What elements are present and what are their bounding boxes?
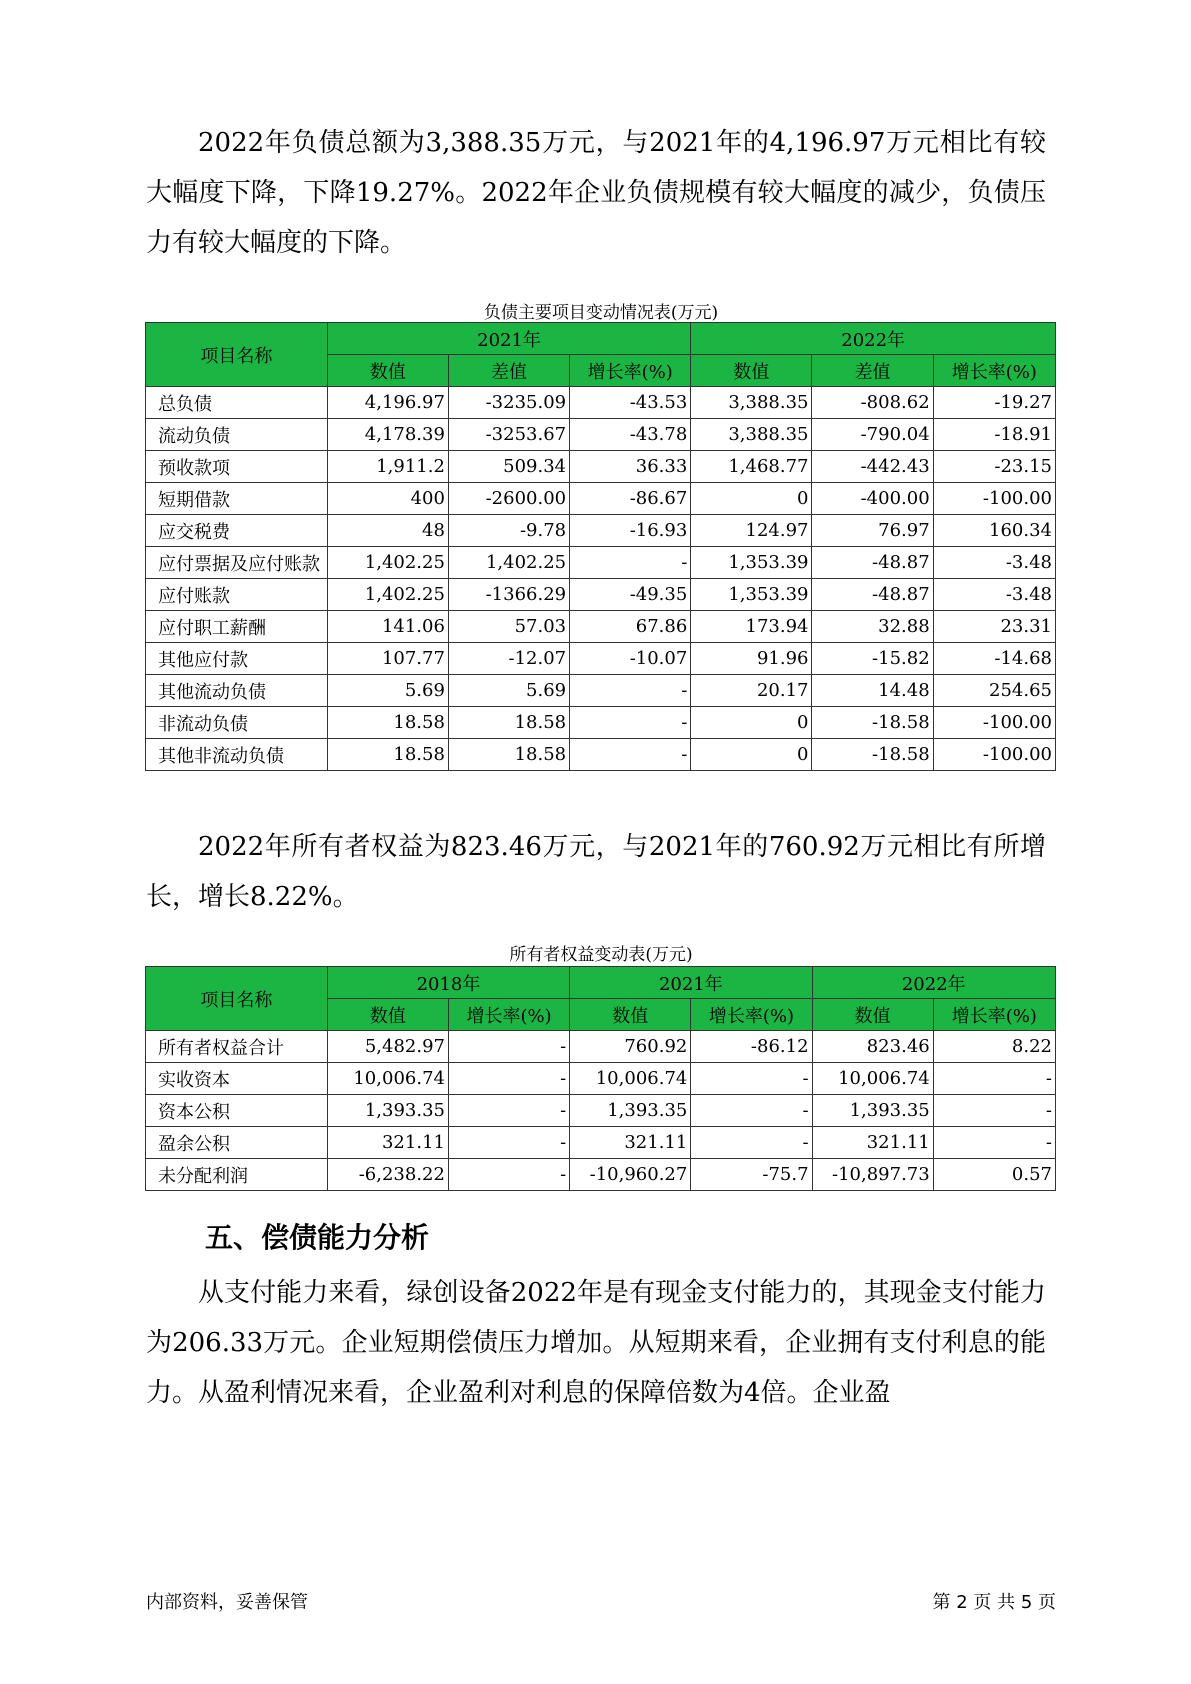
row-label: 应付票据及应付账款	[146, 547, 328, 579]
table-cell: 8.22	[933, 1031, 1055, 1063]
table-cell: -400.00	[812, 483, 933, 515]
table-cell: 254.65	[933, 675, 1055, 707]
footer-page-number: 第 2 页 共 5 页	[932, 1592, 1056, 1613]
table-cell: -	[570, 675, 691, 707]
table-cell: -	[448, 1159, 569, 1191]
table-cell: -3.48	[933, 547, 1055, 579]
paragraph-equity: 2022年所有者权益为823.46万元，与2021年的760.92万元相比有所增长，增长8.22%。	[146, 832, 1046, 912]
row-label: 所有者权益合计	[146, 1031, 328, 1063]
table-cell: -86.12	[691, 1031, 812, 1063]
table-cell: 18.58	[448, 739, 569, 771]
table-cell: 23.31	[933, 611, 1055, 643]
table-cell: 1,402.25	[327, 579, 448, 611]
table-cell: 67.86	[570, 611, 691, 643]
table-cell: 321.11	[570, 1127, 691, 1159]
table-cell: -23.15	[933, 451, 1055, 483]
row-label: 应付职工薪酬	[146, 611, 328, 643]
table-cell: 1,353.39	[691, 547, 812, 579]
table-cell: -3253.67	[448, 419, 569, 451]
table-cell: 18.58	[327, 707, 448, 739]
table-cell: 3,388.35	[691, 387, 812, 419]
table-cell: 0	[691, 739, 812, 771]
table-row	[146, 1159, 1056, 1191]
table-cell: 1,353.39	[691, 579, 812, 611]
table-cell: -86.67	[570, 483, 691, 515]
table-cell: 823.46	[812, 1031, 933, 1063]
table-row	[146, 515, 1056, 547]
header-year-2022: 2022年	[812, 967, 1055, 999]
table-cell: -	[933, 1063, 1055, 1095]
table-cell: -808.62	[812, 387, 933, 419]
table-row	[146, 707, 1056, 739]
table-cell: -16.93	[570, 515, 691, 547]
header-growth-rate: 增长率(%)	[933, 999, 1055, 1031]
header-item-name: 项目名称	[146, 323, 328, 387]
table-cell: -100.00	[933, 739, 1055, 771]
table-cell: 1,402.25	[448, 547, 569, 579]
table-cell: 4,196.97	[327, 387, 448, 419]
table-cell: -48.87	[812, 579, 933, 611]
table-cell: 1,911.2	[327, 451, 448, 483]
table-cell: -10,960.27	[570, 1159, 691, 1191]
row-label: 非流动负债	[146, 707, 328, 739]
table-cell: -	[691, 1095, 812, 1127]
table-cell: -43.78	[570, 419, 691, 451]
header-growth-rate: 增长率(%)	[570, 355, 691, 387]
table-cell: 321.11	[812, 1127, 933, 1159]
row-label: 总负债	[146, 387, 328, 419]
table-cell: -100.00	[933, 707, 1055, 739]
row-label: 其他流动负债	[146, 675, 328, 707]
table-row	[146, 579, 1056, 611]
table-cell: 5.69	[448, 675, 569, 707]
equity-table	[145, 966, 1056, 1191]
table-cell: -	[570, 707, 691, 739]
table-cell: -	[691, 1063, 812, 1095]
table-cell: -75.7	[691, 1159, 812, 1191]
table-cell: 1,393.35	[327, 1095, 448, 1127]
row-label: 资本公积	[146, 1095, 328, 1127]
header-value: 数值	[570, 999, 691, 1031]
table-cell: 32.88	[812, 611, 933, 643]
table-row	[146, 547, 1056, 579]
table-row	[146, 483, 1056, 515]
table-cell: 141.06	[327, 611, 448, 643]
table-cell: -	[933, 1095, 1055, 1127]
row-label: 预收款项	[146, 451, 328, 483]
section-heading: 五、偿债能力分析	[205, 1221, 430, 1254]
table-cell: -10,897.73	[812, 1159, 933, 1191]
table-cell: -	[448, 1063, 569, 1095]
table-cell: 400	[327, 483, 448, 515]
row-label: 未分配利润	[146, 1159, 328, 1191]
table-cell: 36.33	[570, 451, 691, 483]
table-cell: 48	[327, 515, 448, 547]
table-cell: 321.11	[327, 1127, 448, 1159]
table-cell: 760.92	[570, 1031, 691, 1063]
header-growth-rate: 增长率(%)	[448, 999, 569, 1031]
table-cell: 0	[691, 483, 812, 515]
table-cell: -9.78	[448, 515, 569, 547]
header-year-2021: 2021年	[570, 967, 812, 999]
header-difference: 差值	[448, 355, 569, 387]
row-label: 短期借款	[146, 483, 328, 515]
header-value: 数值	[327, 999, 448, 1031]
header-value: 数值	[327, 355, 448, 387]
table-cell: -49.35	[570, 579, 691, 611]
table-cell: -	[570, 547, 691, 579]
row-label: 盈余公积	[146, 1127, 328, 1159]
table-cell: -442.43	[812, 451, 933, 483]
table-cell: -1366.29	[448, 579, 569, 611]
table-cell: 107.77	[327, 643, 448, 675]
table-cell: -2600.00	[448, 483, 569, 515]
row-label: 应交税费	[146, 515, 328, 547]
table-cell: 10,006.74	[327, 1063, 448, 1095]
row-label: 其他非流动负债	[146, 739, 328, 771]
table-row	[146, 643, 1056, 675]
table-cell: 14.48	[812, 675, 933, 707]
table-cell: 76.97	[812, 515, 933, 547]
table-cell: 0	[691, 707, 812, 739]
paragraph-solvency: 从支付能力来看，绿创设备2022年是有现金支付能力的，其现金支付能力为206.33万元。企业短期偿债压力增加。从短期来看，企业拥有支付利息的能力。从盈利情况来看，企业盈利对利息的保障倍数为4倍。企业盈	[146, 1278, 1046, 1408]
table-cell: -10.07	[570, 643, 691, 675]
table-cell: 173.94	[691, 611, 812, 643]
table-row	[146, 451, 1056, 483]
table-cell: -790.04	[812, 419, 933, 451]
header-year-2022: 2022年	[691, 323, 1056, 355]
table-cell: -18.58	[812, 707, 933, 739]
row-label: 流动负债	[146, 419, 328, 451]
liabilities-table	[145, 322, 1056, 771]
table-cell: 1,468.77	[691, 451, 812, 483]
table-cell: 1,393.35	[812, 1095, 933, 1127]
table-row	[146, 739, 1056, 771]
table-cell: -	[448, 1095, 569, 1127]
table-cell: -	[570, 739, 691, 771]
table-cell: -18.91	[933, 419, 1055, 451]
table-row	[146, 1127, 1056, 1159]
header-growth-rate: 增长率(%)	[691, 999, 812, 1031]
footer-confidential-note: 内部资料，妥善保管	[146, 1592, 308, 1613]
table-cell: 5,482.97	[327, 1031, 448, 1063]
table-cell: 4,178.39	[327, 419, 448, 451]
table-row	[146, 419, 1056, 451]
table1-caption: 负债主要项目变动情况表(万元)	[483, 303, 719, 323]
table-cell: -14.68	[933, 643, 1055, 675]
header-value: 数值	[691, 355, 812, 387]
row-label: 其他应付款	[146, 643, 328, 675]
table-cell: -19.27	[933, 387, 1055, 419]
header-difference: 差值	[812, 355, 933, 387]
table-row	[146, 1095, 1056, 1127]
table-cell: -3.48	[933, 579, 1055, 611]
table-cell: 91.96	[691, 643, 812, 675]
table-cell: 10,006.74	[812, 1063, 933, 1095]
table-cell: 10,006.74	[570, 1063, 691, 1095]
table-cell: -48.87	[812, 547, 933, 579]
row-label: 实收资本	[146, 1063, 328, 1095]
table-cell: 20.17	[691, 675, 812, 707]
table-cell: 124.97	[691, 515, 812, 547]
table-cell: -18.58	[812, 739, 933, 771]
header-year-2018: 2018年	[327, 967, 569, 999]
header-value: 数值	[812, 999, 933, 1031]
table-cell: -	[448, 1127, 569, 1159]
table-row	[146, 387, 1056, 419]
table-cell: -43.53	[570, 387, 691, 419]
table-row	[146, 675, 1056, 707]
table-cell: 160.34	[933, 515, 1055, 547]
table-cell: -	[933, 1127, 1055, 1159]
table-cell: -	[691, 1127, 812, 1159]
row-label: 应付账款	[146, 579, 328, 611]
table-cell: 3,388.35	[691, 419, 812, 451]
table-cell: 57.03	[448, 611, 569, 643]
table-cell: 0.57	[933, 1159, 1055, 1191]
table-cell: 5.69	[327, 675, 448, 707]
table-cell: 18.58	[448, 707, 569, 739]
table-cell: -3235.09	[448, 387, 569, 419]
table-cell: -6,238.22	[327, 1159, 448, 1191]
table-cell: 18.58	[327, 739, 448, 771]
header-item-name: 项目名称	[146, 967, 328, 1031]
table-row	[146, 1063, 1056, 1095]
header-growth-rate: 增长率(%)	[933, 355, 1055, 387]
table-cell: 1,402.25	[327, 547, 448, 579]
table2-caption: 所有者权益变动表(万元)	[509, 945, 693, 965]
table-row	[146, 611, 1056, 643]
header-year-2021: 2021年	[327, 323, 691, 355]
table-cell: -15.82	[812, 643, 933, 675]
table-row	[146, 1031, 1056, 1063]
table-cell: -12.07	[448, 643, 569, 675]
table-cell: 509.34	[448, 451, 569, 483]
paragraph-liabilities: 2022年负债总额为3,388.35万元，与2021年的4,196.97万元相比有较大幅度下降，下降19.27%。2022年企业负债规模有较大幅度的减少，负债压力有较大幅度的下降。	[146, 128, 1046, 258]
table-cell: -	[448, 1031, 569, 1063]
table-cell: -100.00	[933, 483, 1055, 515]
table-cell: 1,393.35	[570, 1095, 691, 1127]
